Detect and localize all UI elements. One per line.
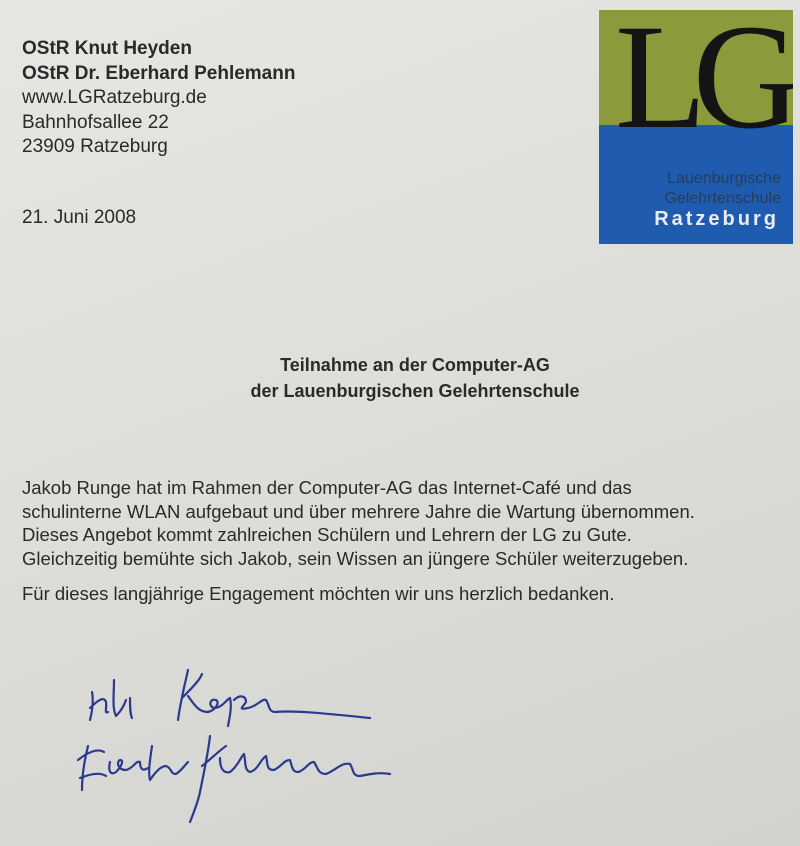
body-line-3: Dieses Angebot kommt zahlreichen Schülern und Lehrern der LG zu Gute. — [22, 524, 632, 545]
sender-street: Bahnhofsallee 22 — [22, 111, 169, 133]
sender-name-1: OStR Knut Heyden — [22, 38, 192, 59]
sender-city: 23909 Ratzeburg — [22, 136, 168, 157]
body-line-1: Jakob Runge hat im Rahmen der Computer-AG das Internet-Café und das — [22, 477, 632, 498]
letter-body — [22, 476, 792, 606]
signature-1 — [90, 680, 132, 720]
logo-text-line-1: Lauenburgische — [667, 170, 781, 187]
sender-website: www.LGRatzeburg.de — [22, 87, 207, 108]
logo-text-line-2: Gelehrtenschule — [664, 190, 781, 207]
signature-2-surname — [190, 736, 390, 822]
subject-line-2: der Lauenburgischen Gelehrtenschule — [250, 381, 580, 401]
logo-text-line-3: Ratzeburg — [654, 208, 779, 230]
handwritten-signatures — [70, 650, 450, 840]
letter-date: 21. Juni 2008 — [22, 207, 137, 228]
signature-1-surname — [178, 670, 370, 726]
body-paragraph — [22, 476, 792, 570]
school-logo — [599, 10, 793, 244]
logo-initials: LG — [615, 10, 787, 160]
closing-line: Für dieses langjährige Engagement möchten wir uns herzlich bedanken. — [22, 583, 615, 604]
body-line-4: Gleichzeitig bemühte sich Jakob, sein Wissen an jüngere Schüler weiterzugeben. — [22, 547, 689, 569]
sender-name-2: OStR Dr. Eberhard Pehlemann — [22, 62, 296, 84]
signature-2 — [78, 746, 188, 790]
signatures — [70, 650, 450, 840]
sender-block — [22, 37, 295, 160]
letter-subject — [0, 352, 800, 404]
body-line-2: schulinterne WLAN aufgebaut und über mehrere Jahre die Wartung übernommen. — [22, 500, 695, 522]
subject-line-1: Teilnahme an der Computer-AG — [280, 355, 550, 375]
